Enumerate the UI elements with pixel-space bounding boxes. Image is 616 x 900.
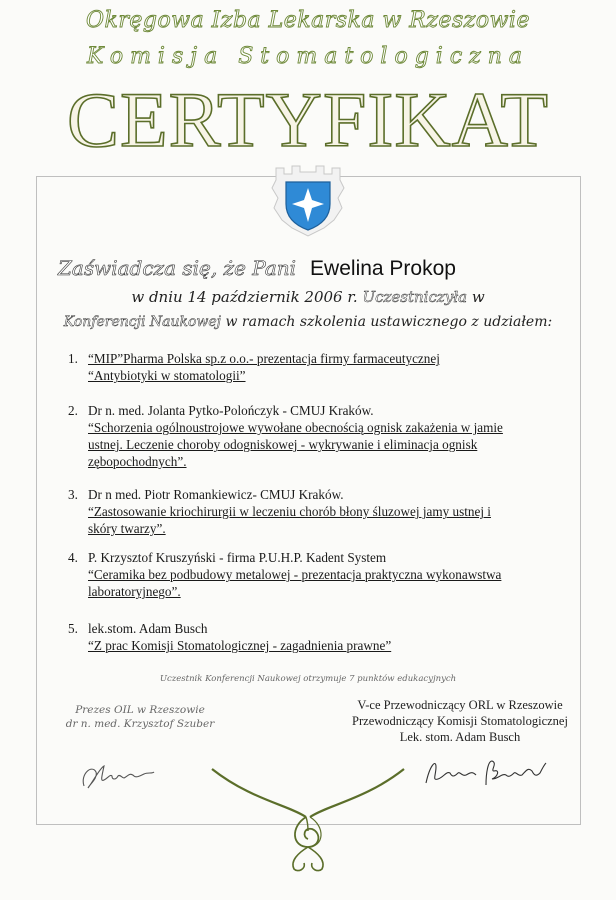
flourish-ornament-icon — [210, 765, 406, 875]
certifies-label: Zaświadcza się, że Pani — [58, 256, 297, 280]
item-number: 3. — [68, 487, 78, 502]
shield-with-cross-icon — [268, 158, 348, 238]
commission-name: Komisja Stomatologiczna — [86, 44, 530, 69]
recipient-name: Ewelina Prokop — [310, 257, 456, 280]
program-item-3 — [68, 486, 550, 537]
item-number: 1. — [68, 351, 78, 366]
item-line: laboratoryjnego”. — [88, 584, 181, 599]
conference-line — [0, 314, 616, 330]
program-item-4 — [68, 549, 550, 600]
item-number: 2. — [68, 403, 78, 418]
item-speaker: lek.stom. Adam Busch — [88, 621, 208, 636]
item-line: “Antybiotyki w stomatologii” — [88, 368, 246, 383]
date-prefix: w dniu — [131, 288, 183, 306]
program-item-2 — [68, 402, 550, 470]
chamber-name: Okręgowa Izba Lekarska w Rzeszowie — [86, 8, 530, 33]
signatory-role: Przewodniczący Komisji Stomatologicznej — [352, 714, 568, 728]
right-signature — [420, 755, 550, 789]
conference-date: 14 październik 2006 r. — [187, 288, 358, 306]
signatory-name: Lek. stom. Adam Busch — [399, 730, 521, 744]
conference-label: Konferencji Naukowej — [63, 314, 222, 330]
left-signatory — [60, 703, 220, 731]
right-signatory — [315, 697, 605, 745]
signatory-title: V-ce Przewodniczący ORL w Rzeszowie — [357, 698, 563, 712]
date-suffix: w — [471, 288, 485, 306]
date-line — [0, 288, 616, 306]
conference-description: w ramach szkolenia ustawicznego z udziałem: — [225, 314, 553, 330]
signatory-name: dr n. med. Krzysztof Szuber — [65, 718, 215, 730]
item-number: 5. — [68, 621, 78, 636]
item-speaker: P. Krzysztof Kruszyński - firma P.U.H.P. Kadent System — [88, 550, 387, 565]
program-item-5 — [68, 620, 550, 654]
item-number: 4. — [68, 550, 78, 565]
left-signature — [78, 760, 158, 792]
participated-label: Uczestniczyła — [362, 288, 468, 306]
item-line: “Ceramika bez podbudowy metalowej - prezentacja praktyczna wykonawstwa — [88, 567, 502, 582]
item-line: skóry twarzy”. — [88, 521, 166, 536]
item-line: “MIP”Pharma Polska sp.z o.o.- prezentacja firmy farmaceutycznej — [88, 351, 440, 366]
certificate-title: CERTYFIKAT — [67, 76, 549, 163]
item-line: zębopochodnych”. — [88, 454, 187, 469]
signatory-title: Prezes OIL w Rzeszowie — [75, 704, 205, 716]
recipient-line — [58, 256, 456, 281]
item-line: “Schorzenia ogólnoustrojowe wywołane obecnością ognisk zakażenia w jamie — [88, 420, 503, 435]
credit-points-note: Uczestnik Konferencji Naukowej otrzymuje 7 punktów edukacyjnych — [159, 674, 457, 684]
item-line: ustnej. Leczenie choroby odogniskowej - wykrywanie i eliminacja ognisk — [88, 437, 478, 452]
item-line: “Z prac Komisji Stomatologicznej - zagadnienia prawne” — [88, 638, 392, 653]
item-speaker: Dr n. med. Jolanta Pytko-Polończyk - CMUJ Kraków. — [88, 403, 374, 418]
item-line: “Zastosowanie kriochirurgii w leczeniu chorób błony śluzowej jamy ustnej i — [88, 504, 491, 519]
program-item-1 — [68, 350, 550, 384]
item-speaker: Dr n med. Piotr Romankiewicz- CMUJ Kraków. — [88, 487, 344, 502]
